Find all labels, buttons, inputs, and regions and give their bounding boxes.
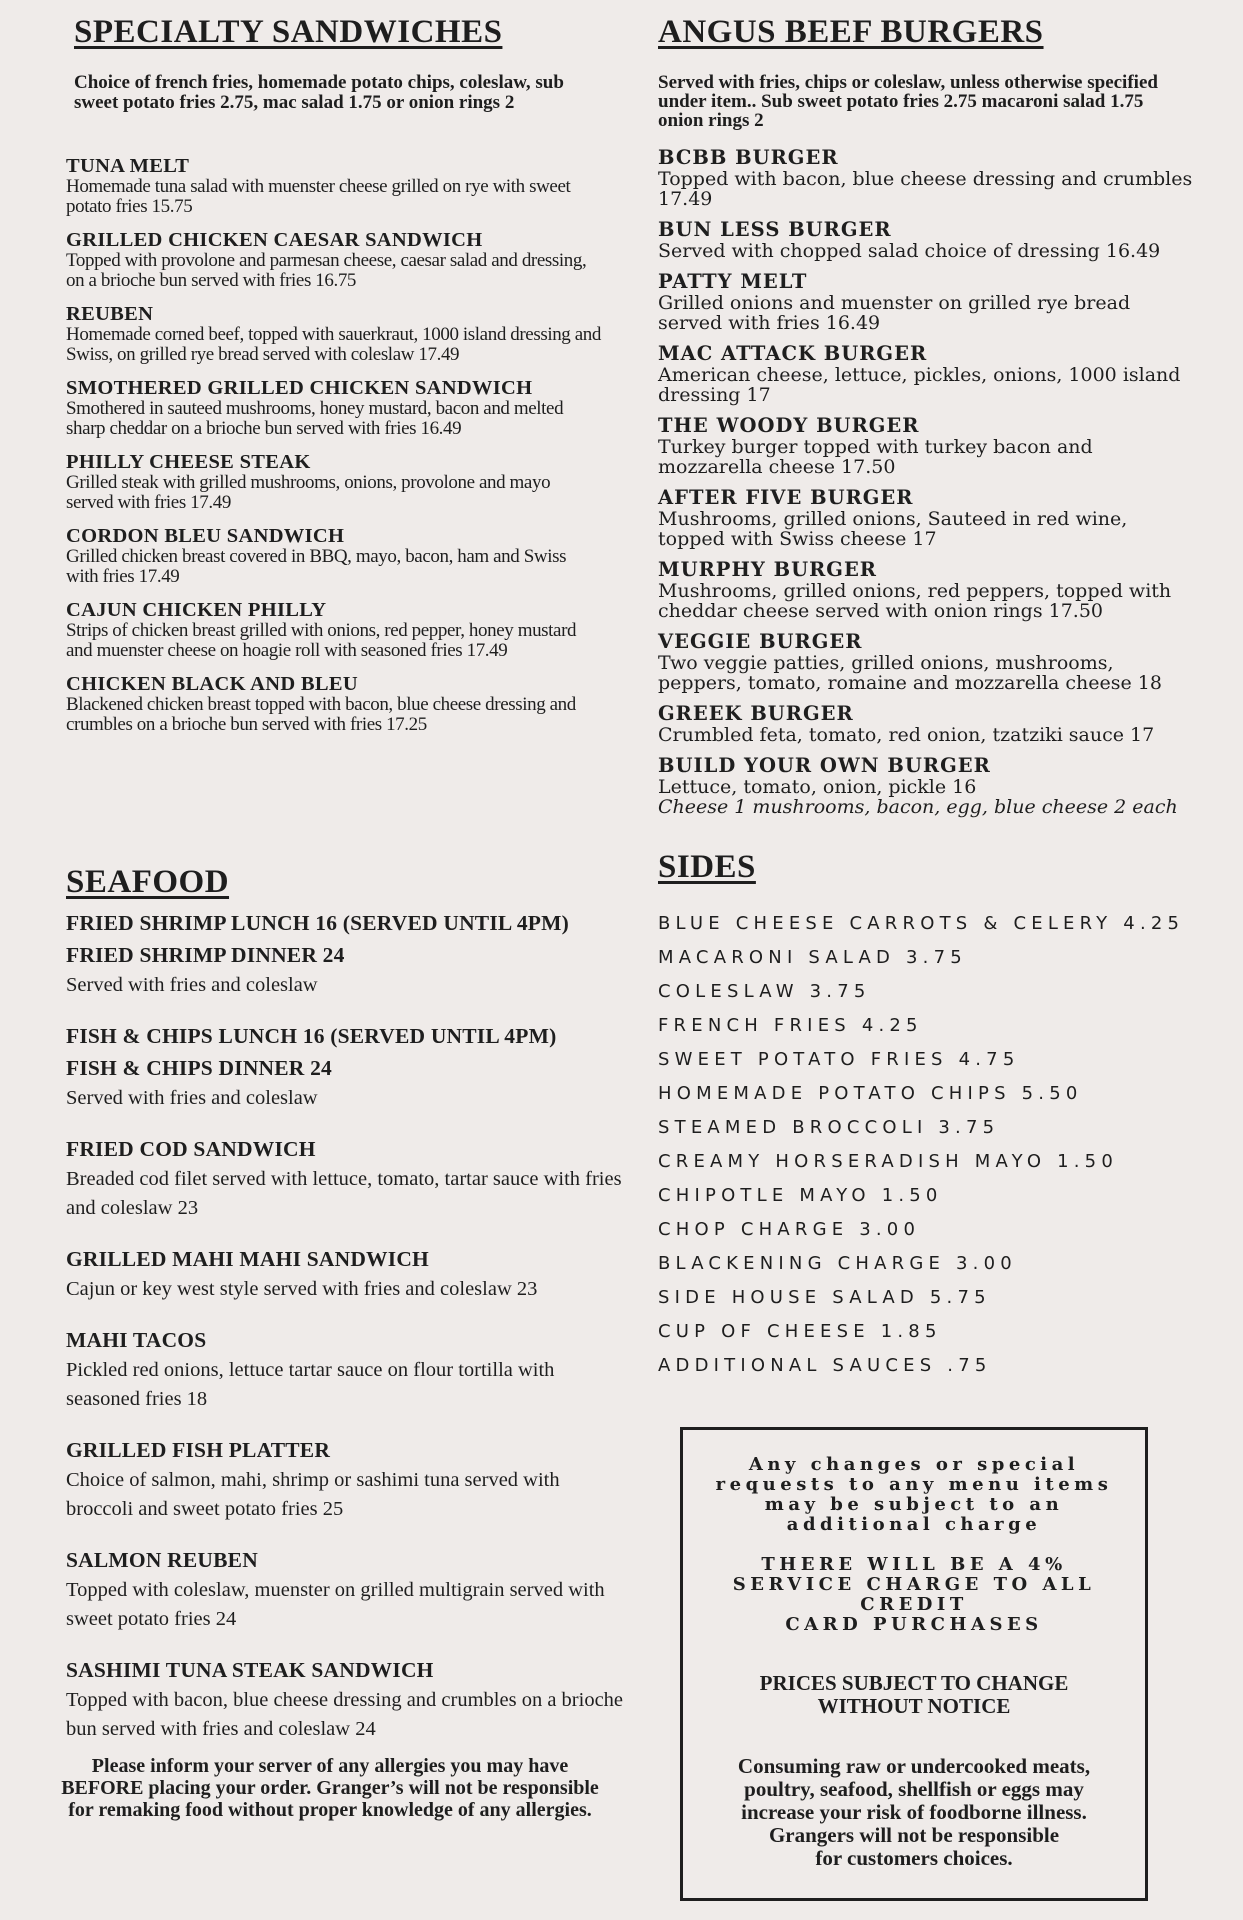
item-description: Homemade tuna salad with muenster cheese grilled on rye with sweet potato fries 15.75 <box>66 176 571 217</box>
menu-item <box>66 525 601 587</box>
item-name: FRIED SHRIMP LUNCH 16 (SERVED UNTIL 4PM) <box>66 911 569 935</box>
item-name: VEGGIE BURGER <box>658 630 863 653</box>
menu-item <box>658 487 1198 549</box>
item-name: SMOTHERED GRILLED CHICKEN SANDWICH <box>66 377 533 399</box>
notice-line: PRICES SUBJECT TO CHANGE <box>759 1671 1069 1695</box>
sides-list <box>658 907 1184 1383</box>
side-item: BLUE CHEESE CARROTS & CELERY 4.25 <box>658 913 1185 934</box>
menu-item <box>66 1020 626 1113</box>
item-name: BUILD YOUR OWN BURGER <box>658 754 991 777</box>
item-description: Choice of salmon, mahi, shrimp or sashimi tuna served with broccoli and sweet potato fries 25 <box>66 1469 560 1520</box>
notice-line: may be subject to an <box>764 1494 1064 1515</box>
side-item: ADDITIONAL SAUCES .75 <box>658 1355 992 1376</box>
notice-line: Any changes or special <box>748 1454 1080 1475</box>
notice-line: for customers choices. <box>815 1846 1013 1870</box>
item-description: Blackened chicken breast topped with bacon, blue cheese dressing and crumbles on a brioche bun served with fries 17.25 <box>66 694 576 735</box>
item-description: Topped with coleslaw, muenster on grilled multigrain served with sweet potato fries 24 <box>66 1579 605 1630</box>
item-description: Lettuce, tomato, onion, pickle 16 <box>658 776 977 798</box>
notice-line: poultry, seafood, shellfish or eggs may <box>744 1777 1084 1801</box>
menu-item <box>66 907 626 1000</box>
menu-item <box>66 1243 626 1304</box>
burgers-intro: Served with fries, chips or coleslaw, unless otherwise specified under item.. Sub sweet potato fries 2.75 macaroni salad 1.75 onion rings 2 <box>658 72 1158 131</box>
item-name: CAJUN CHICKEN PHILLY <box>66 599 327 621</box>
item-description: Mushrooms, grilled onions, red peppers, topped with cheddar cheese served with onion rings 17.50 <box>658 580 1172 622</box>
item-description: Served with fries and coleslaw <box>66 1087 318 1109</box>
notice-line: requests to any menu items <box>715 1474 1113 1495</box>
menu-item <box>66 673 601 735</box>
item-name-secondary: FISH & CHIPS DINNER 24 <box>66 1056 333 1080</box>
service-charge-notice <box>683 1555 1145 1635</box>
notice-line: CARD PURCHASES <box>785 1614 1043 1635</box>
item-name: CORDON BLEU SANDWICH <box>66 525 345 547</box>
item-name: TUNA MELT <box>66 155 190 177</box>
item-description: Served with fries and coleslaw <box>66 974 318 996</box>
item-description: Breaded cod filet served with lettuce, tomato, tartar sauce with fries and coleslaw 23 <box>66 1168 622 1219</box>
notice-line: additional charge <box>786 1514 1042 1535</box>
menu-item <box>658 271 1198 333</box>
notice-line: CREDIT <box>860 1594 968 1615</box>
item-name: GRILLED CHICKEN CAESAR SANDWICH <box>66 229 483 251</box>
item-name: MURPHY BURGER <box>658 558 878 581</box>
item-name: GRILLED FISH PLATTER <box>66 1438 331 1462</box>
changes-notice <box>683 1455 1145 1535</box>
item-description: American cheese, lettuce, pickles, onions, 1000 island dressing 17 <box>658 364 1181 406</box>
item-description: Strips of chicken breast grilled with onions, red pepper, honey mustard and muenster cheese on hoagie roll with seasoned fries 17.49 <box>66 620 577 661</box>
side-item: BLACKENING CHARGE 3.00 <box>658 1253 1017 1274</box>
item-name: BCBB BURGER <box>658 146 839 169</box>
menu-item <box>658 147 1198 209</box>
side-item: STEAMED BROCCOLI 3.75 <box>658 1117 1000 1138</box>
item-extras: Cheese 1 mushrooms, bacon, egg, blue cheese 2 each <box>658 796 1178 818</box>
item-name: REUBEN <box>66 303 154 325</box>
menu-item <box>66 229 601 291</box>
menu-item <box>66 155 601 217</box>
menu-item <box>66 303 601 365</box>
notice-line: increase your risk of foodborne illness. <box>741 1800 1087 1824</box>
item-name: THE WOODY BURGER <box>658 414 920 437</box>
burgers-title: ANGUS BEEF BURGERS <box>658 14 1044 50</box>
item-name: CHICKEN BLACK AND BLEU <box>66 673 358 695</box>
item-description: Crumbled feta, tomato, red onion, tzatziki sauce 17 <box>658 724 1155 746</box>
sides-title: SIDES <box>658 849 756 885</box>
item-description: Turkey burger topped with turkey bacon and mozzarella cheese 17.50 <box>658 436 1093 478</box>
menu-item <box>66 1654 626 1744</box>
item-description: Grilled steak with grilled mushrooms, onions, provolone and mayo served with fries 17.49 <box>66 472 551 513</box>
prices-notice <box>683 1672 1145 1718</box>
side-item: FRENCH FRIES 4.25 <box>658 1015 923 1036</box>
item-description: Topped with bacon, blue cheese dressing and crumbles on a brioche bun served with fries and coleslaw 24 <box>66 1689 624 1740</box>
notice-line: Grangers will not be responsible <box>768 1823 1060 1847</box>
side-item: CREAMY HORSERADISH MAYO 1.50 <box>658 1151 1118 1172</box>
item-name: FISH & CHIPS LUNCH 16 (SERVED UNTIL 4PM) <box>66 1024 557 1048</box>
burger-list <box>658 147 1198 827</box>
menu-item <box>658 703 1198 745</box>
side-item: CHIPOTLE MAYO 1.50 <box>658 1185 943 1206</box>
side-item: HOMEMADE POTATO CHIPS 5.50 <box>658 1083 1083 1104</box>
menu-item <box>658 415 1198 477</box>
side-item: CUP OF CHEESE 1.85 <box>658 1321 942 1342</box>
notice-line: THERE WILL BE A 4% <box>761 1554 1067 1575</box>
side-item: SIDE HOUSE SALAD 5.75 <box>658 1287 991 1308</box>
item-description: Two veggie patties, grilled onions, mushrooms, peppers, tomato, romaine and mozzarella cheese 18 <box>658 652 1162 694</box>
menu-item <box>66 1133 626 1223</box>
consumer-advisory <box>683 1755 1145 1870</box>
item-description: Pickled red onions, lettuce tartar sauce on flour tortilla with seasoned fries 18 <box>66 1359 555 1410</box>
menu-item <box>658 755 1198 817</box>
menu-item <box>658 343 1198 405</box>
item-name: GRILLED MAHI MAHI SANDWICH <box>66 1247 429 1271</box>
menu-item <box>66 599 601 661</box>
item-name: BUN LESS BURGER <box>658 218 892 241</box>
notice-box <box>680 1427 1148 1901</box>
menu-item <box>66 1324 626 1414</box>
item-description: Smothered in sauteed mushrooms, honey mustard, bacon and melted sharp cheddar on a brioche bun served with fries 16.49 <box>66 398 564 439</box>
menu-item <box>658 219 1198 261</box>
item-name-secondary: FRIED SHRIMP DINNER 24 <box>66 943 345 967</box>
item-description: Mushrooms, grilled onions, Sauteed in red wine, topped with Swiss cheese 17 <box>658 508 1128 550</box>
item-description: Served with chopped salad choice of dressing 16.49 <box>658 240 1161 262</box>
item-name: AFTER FIVE BURGER <box>658 486 914 509</box>
item-name: SASHIMI TUNA STEAK SANDWICH <box>66 1658 434 1682</box>
menu-item <box>66 1544 626 1634</box>
menu-item <box>66 377 601 439</box>
seafood-list <box>66 907 626 1764</box>
sandwiches-intro: Choice of french fries, homemade potato chips, coleslaw, sub sweet potato fries 2.75, mac salad 1.75 or onion rings 2 <box>74 72 564 113</box>
side-item: COLESLAW 3.75 <box>658 981 871 1002</box>
item-description: Topped with bacon, blue cheese dressing and crumbles 17.49 <box>658 168 1193 210</box>
item-description: Homemade corned beef, topped with sauerkraut, 1000 island dressing and Swiss, on grilled rye bread served with coleslaw 17.49 <box>66 324 601 365</box>
item-description: Grilled onions and muenster on grilled rye bread served with fries 16.49 <box>658 292 1131 334</box>
item-name: PHILLY CHEESE STEAK <box>66 451 311 473</box>
menu-item <box>658 631 1198 693</box>
side-item: CHOP CHARGE 3.00 <box>658 1219 921 1240</box>
menu-item <box>66 1434 626 1524</box>
item-description: Grilled chicken breast covered in BBQ, mayo, bacon, ham and Swiss with fries 17.49 <box>66 546 567 587</box>
item-name: GREEK BURGER <box>658 702 854 725</box>
item-name: PATTY MELT <box>658 270 808 293</box>
allergy-notice: Please inform your server of any allergies you may have BEFORE placing your order. Granger’s will not be responsible for remaking food without proper knowledge of any allergies. <box>61 1755 599 1821</box>
seafood-title: SEAFOOD <box>66 864 230 900</box>
item-description: Topped with provolone and parmesan cheese, caesar salad and dressing, on a brioche bun served with fries 16.75 <box>66 250 587 291</box>
sandwiches-title: SPECIALTY SANDWICHES <box>74 14 503 50</box>
item-name: FRIED COD SANDWICH <box>66 1137 316 1161</box>
sandwich-list <box>66 155 601 747</box>
item-name: MAC ATTACK BURGER <box>658 342 928 365</box>
notice-line: WITHOUT NOTICE <box>817 1694 1011 1718</box>
menu-item <box>66 451 601 513</box>
side-item: SWEET POTATO FRIES 4.75 <box>658 1049 1020 1070</box>
item-description: Cajun or key west style served with fries and coleslaw 23 <box>66 1278 538 1300</box>
item-name: MAHI TACOS <box>66 1328 207 1352</box>
item-name: SALMON REUBEN <box>66 1548 258 1572</box>
menu-item <box>658 559 1198 621</box>
notice-line: Consuming raw or undercooked meats, <box>737 1754 1091 1778</box>
notice-line: SERVICE CHARGE TO ALL <box>732 1574 1096 1595</box>
side-item: MACARONI SALAD 3.75 <box>658 947 967 968</box>
